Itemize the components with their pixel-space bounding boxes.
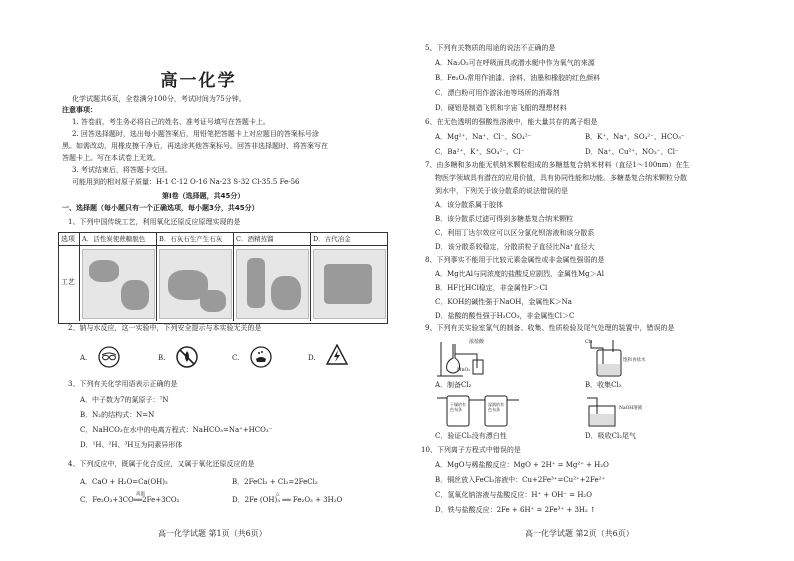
intro-text: 化学试题共6页，全卷满分100分，考试时间为75分钟。 — [72, 95, 246, 103]
q8-option: A．Mg比Al与同浓度的盐酸反应剧烈，金属性Mg＞Al — [435, 270, 604, 278]
apparatus-label: 干燥的有色布条 — [450, 402, 466, 412]
q4-option: A．CaO + H₂O=Ca(OH)₂ — [80, 478, 168, 486]
lime-kiln-illustration — [159, 249, 232, 319]
apparatus-c-illustration — [433, 392, 533, 428]
q3-option: B．N₂的结构式：N=N — [80, 411, 155, 419]
distillation-illustration — [236, 249, 309, 319]
q3-option: C．NaHCO₃在水中的电离方程式：NaHCO₃=Na⁺+HCO₃⁻ — [80, 426, 273, 434]
q10-option: C．氢氧化钠溶液与盐酸反应：H⁺ + OH⁻ = H₂O — [435, 491, 592, 499]
apparatus-label: MnO₂ — [457, 368, 470, 373]
note-line: 1. 答卷前，考生务必将自己的姓名、准考证号填写在答题卡上。 — [72, 118, 270, 126]
question-3: 3、下列有关化学用语表示正确的是 — [68, 380, 178, 388]
sugar-decolorization-illustration — [82, 249, 155, 319]
apparatus-label: 浓盐酸 — [469, 339, 485, 345]
q3-option: D．¹H、²H、³H互为同素异形体 — [80, 441, 183, 449]
note-line: 2. 回答选择题时，选出每小题答案后，用铅笔把答题卡上对应题目的答案标号涂 — [72, 130, 319, 138]
q5-option: C．漂白粉可用作游泳池等场所的消毒剂 — [435, 89, 560, 97]
reaction-condition: △ — [276, 492, 280, 497]
page-title: 高一化学 — [160, 71, 237, 91]
q7-option: C．利用丁达尔效应可以区分氯化钡溶液和该分散系 — [435, 229, 595, 237]
q9-option: C．验证Cl₂没有漂白性 — [435, 432, 507, 440]
apparatus-b-illustration — [583, 338, 653, 378]
q5-option: B．Fe₂O₃常用作油漆、涂料、油墨和橡胶的红色颜料 — [435, 74, 601, 82]
section-title: 第Ⅰ卷（选择题，共45分） — [162, 192, 245, 200]
q4-option: B．2FeCl₂ + Cl₂=2FeCl₃ — [232, 478, 318, 486]
note-line: 3. 考试结束后，将答题卡交回。 — [72, 166, 172, 174]
q5-option: A．Na₂O₂可在呼吸面具或潜水艇中作为氧气的来源 — [435, 59, 595, 67]
q5-option: D．硬铝是制造飞机和宇宙飞船的理想材料 — [435, 104, 567, 112]
q6-option: A．Mg²⁺、Na⁺、Cl⁻、SO₄²⁻ — [435, 133, 532, 141]
q7-option: D．该分散系较稳定，分散质粒子直径比Na⁺直径大 — [435, 243, 595, 251]
note-line: 可能用到的相对原子质量：H-1 C-12 O-16 Na-23 S-32 Cl-35.5 Fe-56 — [72, 178, 300, 186]
ancient-metallurgy-illustration — [313, 249, 386, 319]
q3-option: A．中子数为7的氮原子：⁷N — [80, 396, 169, 404]
q9-option: D．吸收Cl₂尾气 — [585, 432, 637, 440]
exam-page-2 — [397, 0, 794, 561]
q10-option: B．铜丝放入FeCl₃溶液中：Cu+2Fe³⁺=Cu²⁺+2Fe²⁺ — [435, 476, 606, 484]
q7-option: B．该分散系过滤可得到多糖基复合纳米颗粒 — [435, 215, 574, 223]
electric-hazard-icon — [326, 344, 348, 366]
option-c-label: C. — [232, 354, 240, 362]
q4-option: D．2Fe (OH)₃ ══ Fe₂O₃ + 3H₂O — [232, 496, 343, 504]
note-line: 黑。如需改动，用橡皮擦干净后，再选涂其他答案标号。回答非选择题时，将答案写在 — [62, 142, 328, 150]
page-footer: 高一化学试题 第1页（共6页） — [158, 529, 267, 538]
q4-option: C．Fe₂O₃+3CO══2Fe+3CO₂ — [80, 496, 180, 504]
option-d-label: D. — [308, 354, 316, 362]
apparatus-a-illustration — [433, 338, 513, 378]
q10-option: D．铁与盐酸反应：2Fe + 6H⁺ = 2Fe³⁺ + 3H₂ ↑ — [435, 506, 596, 514]
q10-option: A．MgO与稀盐酸反应：MgO + 2H⁺ = Mg²⁺ + H₂O — [435, 461, 609, 469]
question-7-cont: 到水中，下列关于该分散系的说法错误的是 — [435, 187, 568, 195]
part-heading: 一、选择题（每小题只有一个正确选项，每小题3分，共45分） — [62, 204, 259, 212]
option-c-label: C．酒精蒸馏 — [236, 235, 274, 243]
q7-option: A．该分散系属于胶体 — [435, 201, 504, 209]
apparatus-label: NaOH溶液 — [619, 406, 643, 411]
question-5: 5、下列有关物质的用途的说法不正确的是 — [425, 44, 556, 52]
apparatus-label: 饱和食盐水 — [623, 358, 646, 363]
q8-option: C．KOH的碱性强于NaOH，金属性K＞Na — [435, 298, 572, 306]
note-line: 答题卡上。写在本试卷上无效。 — [62, 154, 160, 162]
apparatus-label: 湿润的有色布条 — [488, 402, 504, 412]
option-b-label: B. — [158, 354, 166, 362]
option-a-label: A．活性炭使蔗糖脱色 — [82, 235, 146, 243]
apparatus-label: Cl₂ — [585, 339, 593, 345]
q9-option: B．收集Cl₂ — [585, 381, 622, 389]
no-open-flame-icon — [176, 346, 198, 368]
question-7: 7、由多糖和多功能无机纳米颗粒组成的多糖基复合纳米材料（直径1～100nm）在生 — [425, 161, 690, 169]
question-6: 6、在无色透明的强酸性溶液中，能大量共存的离子组是 — [425, 118, 598, 126]
wash-hands-icon — [250, 346, 272, 368]
question-2: 2、钠与水反应，这一实验中，下列安全提示与本实验无关的是 — [68, 324, 262, 332]
q6-option: B．K⁺、Na⁺、SO₄²⁻、HCO₃⁻ — [585, 133, 685, 141]
q8-option: B．HF比HCl稳定，非金属性F＞Cl — [435, 284, 548, 292]
question-10: 10、下列离子方程式中错误的是 — [421, 446, 521, 454]
safety-goggles-icon — [98, 346, 120, 368]
q9-option: A．制备Cl₂ — [435, 381, 472, 389]
table-row-label: 工艺 — [61, 278, 75, 286]
page-footer: 高一化学试题 第2页（共6页） — [525, 529, 634, 538]
process-table — [58, 232, 388, 324]
q8-option: D．盐酸的酸性强于H₂CO₃，非金属性Cl＞C — [435, 312, 575, 320]
option-b-label: B．石灰石生产生石灰 — [159, 235, 223, 243]
question-7-cont: 物医学领域具有潜在的应用价值，具有协同性能和功能。多糖基复合纳米颗粒分散 — [435, 174, 687, 182]
option-a-label: A. — [80, 354, 88, 362]
question-1: 1、下列中国传统工艺，利用氧化还原反应原理实现的是 — [68, 218, 241, 226]
q6-option: D．Na⁺、Cu²⁺、NO₃⁻、Cl⁻ — [585, 148, 679, 156]
apparatus-d-illustration — [583, 396, 653, 428]
q6-option: C．Ba²⁺、K⁺、SO₄²⁻、Cl⁻ — [435, 148, 525, 156]
question-9: 9、下列有关实验室氯气的制备、收集、性质检验及尾气处理的装置中，错误的是 — [425, 324, 675, 332]
question-8: 8、下列事实不能用于比较元素金属性或非金属性强弱的是 — [425, 256, 605, 264]
question-4: 4、下列反应中，既属于化合反应，又属于氧化还原反应的是 — [68, 460, 255, 468]
option-d-label: D．古代冶金 — [313, 235, 351, 243]
reaction-condition: 高温 — [136, 492, 145, 497]
table-header-label: 选项 — [61, 235, 75, 243]
notes-heading: 注意事项： — [62, 106, 97, 114]
